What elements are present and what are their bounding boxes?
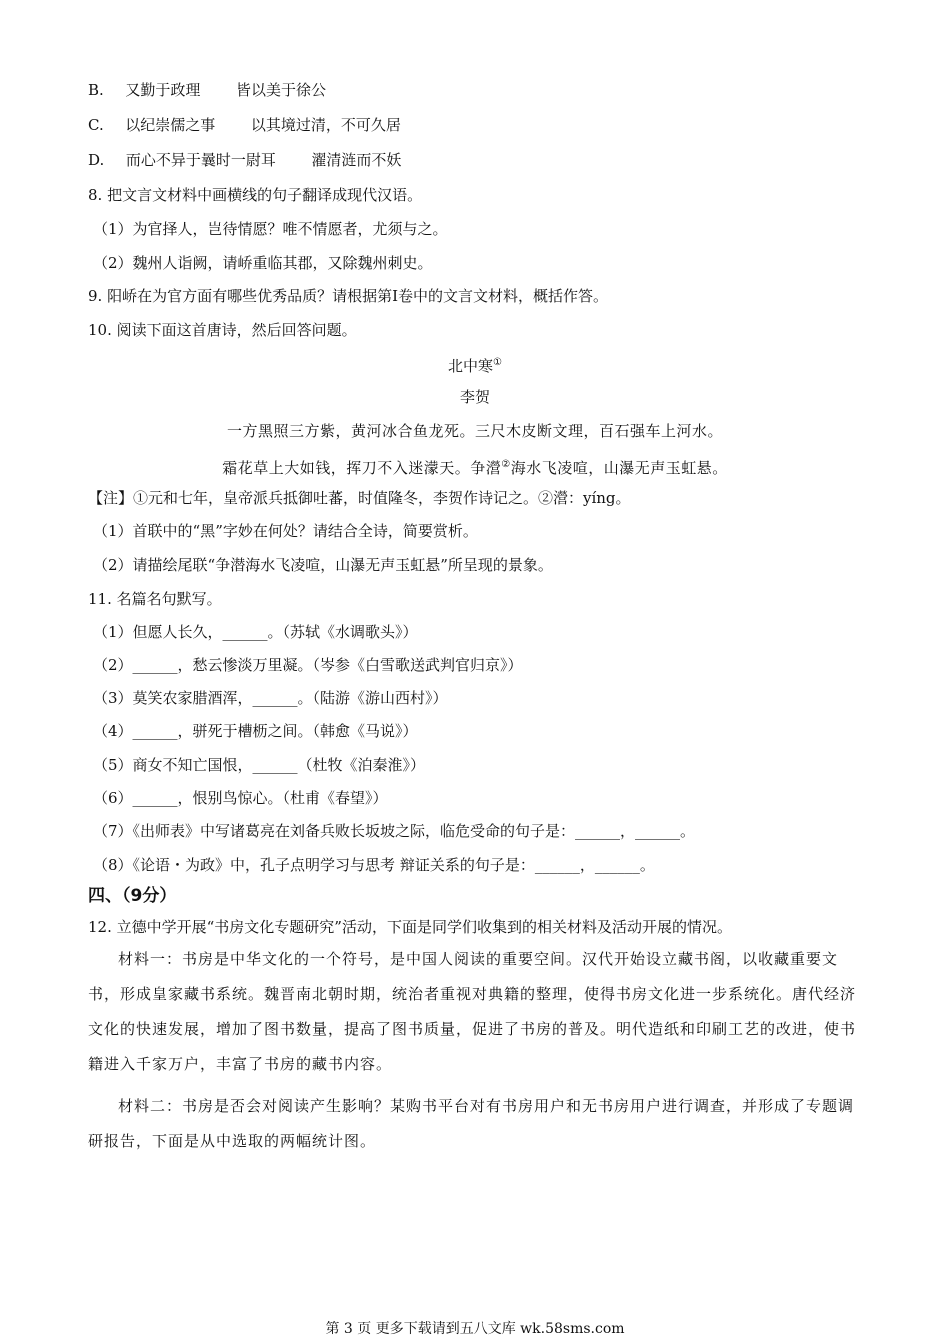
question-11-item: （3）莫笑农家腊酒浑，______。（陆游《游山西村》）	[93, 689, 448, 707]
poem-annotation: 【注】①元和七年，皇帝派兵抵御吐蕃，时值隆冬，李贺作诗记之。②瀯：yíng。	[88, 489, 631, 507]
question-10-title: 10. 阅读下面这首唐诗，然后回答问题。	[88, 321, 357, 339]
poem-line-2-part-2: 海水飞凌喧，山瀑无声玉虹悬。	[510, 459, 728, 477]
poem-title-note: ①	[493, 357, 502, 368]
poem-title	[0, 353, 950, 376]
question-9-title: 9. 阳峤在为官方面有哪些优秀品质？请根据第Ⅰ卷中的文言文材料，概括作答。	[88, 287, 609, 305]
option-d-phrase-2: 濯清涟而不妖	[311, 151, 402, 169]
option-b-phrase-2: 皆以美于徐公	[235, 81, 326, 99]
section-4-heading: 四、（9分）	[88, 886, 177, 906]
question-11-item: （7）《出师表》中写诸葛亮在刘备兵败长坂坡之际，临危受命的句子是：______，______。	[93, 822, 696, 840]
option-label: B.	[88, 81, 104, 99]
poem-title-text: 北中寒	[448, 357, 494, 375]
page-footer: 第 3 页 更多下载请到五八文库 wk.58sms.com	[325, 1321, 625, 1337]
question-11-title: 11. 名篇名句默写。	[88, 590, 222, 608]
question-11-item: （4）______，骈死于槽枥之间。（韩愈《马说》）	[93, 722, 418, 740]
option-d-phrase-1: 而心不异于曩时一尉耳	[125, 151, 276, 169]
poem-author: 李贺	[459, 388, 490, 406]
poem-line-2-note: ②	[501, 459, 511, 470]
question-10-item-2: （2）请描绘尾联“争潜海水飞凌喧，山瀑无声玉虹悬”所呈现的景象。	[93, 556, 553, 574]
question-8-title: 8. 把文言文材料中画横线的句子翻译成现代汉语。	[88, 186, 423, 204]
option-d	[88, 150, 401, 170]
question-12-title: 12. 立德中学开展“书房文化专题研究”活动，下面是同学们收集到的相关材料及活动开展的情况。	[88, 918, 732, 936]
option-label: D.	[88, 151, 105, 169]
option-c-phrase-2: 以其境过清，不可久居	[250, 116, 401, 134]
question-11-item: （5）商女不知亡国恨，______（杜牧《泊秦淮》）	[93, 756, 426, 774]
question-11-item: （1）但愿人长久，______。（苏轼《水调歌头》）	[93, 623, 418, 641]
poem-line-1: 一方黑照三方紫，黄河冰合鱼龙死。三尺木皮断文理，百石强车上河水。	[226, 422, 723, 440]
material-1: 材料一：书房是中华文化的一个符号，是中国人阅读的重要空间。汉代开始设立藏书阁，以收藏重要文书，形成皇家藏书系统。魏晋南北朝时期，统治者重视对典籍的整理，使得书房文化进一步系统化。唐代经济文化的快速发展，增加了图书数量，提高了图书质量，促进了书房的普及。明代造纸和印刷工艺的改进，使书籍进入千家万户，丰富了书房的藏书内容。	[88, 950, 857, 1073]
question-8-item-1: （1）为官择人，岂待情愿？唯不情愿者，尤须与之。	[93, 220, 448, 238]
question-11-item: （6）______，恨别鸟惊心。（杜甫《春望》）	[93, 789, 388, 807]
option-b-phrase-1: 又勤于政理	[125, 81, 201, 99]
option-b	[88, 80, 326, 100]
question-8-item-2: （2）魏州人诣阙，请峤重临其郡，又除魏州刺史。	[93, 254, 433, 272]
poem-line-2-part-1: 霜花草上大如钱，挥刀不入迷濛天。争瀯	[222, 459, 502, 477]
material-2: 材料二：书房是否会对阅读产生影响？某购书平台对有书房用户和无书房用户进行调查，并形成了专题调研报告，下面是从中选取的两幅统计图。	[88, 1097, 855, 1150]
poem-line-2	[0, 455, 950, 478]
option-c	[88, 115, 401, 135]
question-11-item: （8）《论语・为政》中，孔子点明学习与思考 辩证关系的句子是：______，______。	[93, 856, 655, 874]
question-11-item: （2）______，愁云惨淡万里凝。（岑参《白雪歌送武判官归京》）	[93, 656, 523, 674]
option-c-phrase-1: 以纪崇儒之事	[125, 116, 216, 134]
option-label: C.	[88, 116, 104, 134]
question-10-item-1: （1）首联中的“黑”字妙在何处？请结合全诗，简要赏析。	[93, 522, 478, 540]
